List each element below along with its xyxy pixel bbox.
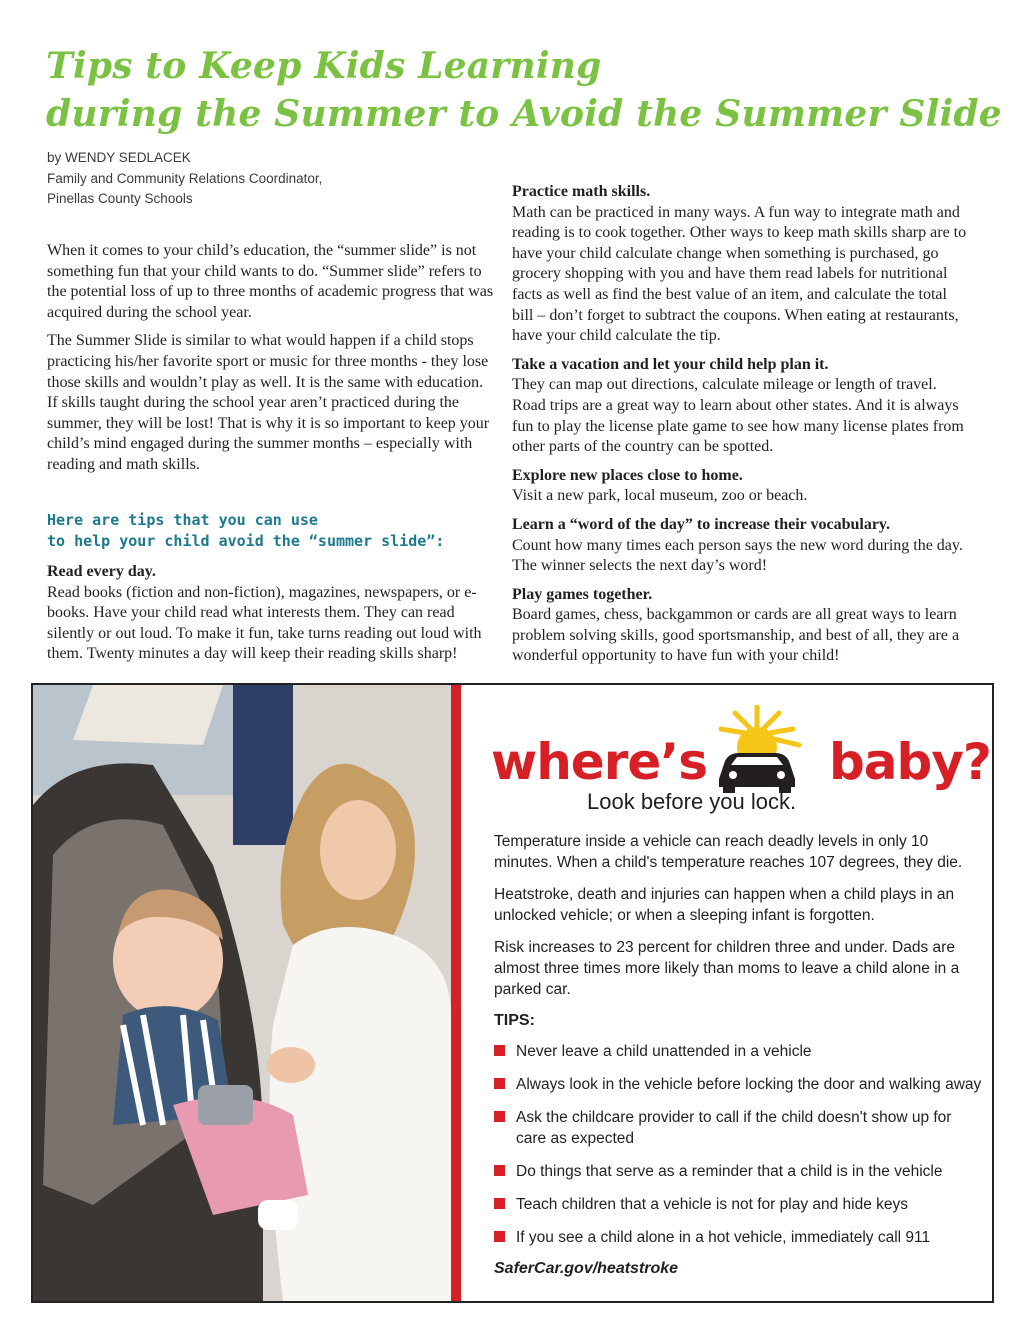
tip-heading: Read every day. <box>47 563 156 580</box>
red-bullet-icon <box>494 1045 505 1056</box>
tip-read-every-day <box>47 562 497 665</box>
intro-paragraph-1: When it comes to your child’s education, the “summer slide” is not something fun that your child wants to do. “Summer slide” refers to the potential loss of up to three months of academic progress that was acquired during the school year. <box>47 242 494 321</box>
tip-heading: Play games together. <box>512 585 653 603</box>
tip-body: Count how many times each person says the new word during the day. The winner selects the next day’s word! <box>512 536 963 575</box>
byline-org: Pinellas County Schools <box>47 191 193 206</box>
title-line-2: during the Summer to Avoid the Summer Slide <box>46 93 1002 135</box>
ad-tip-item <box>494 1161 984 1182</box>
tip-word-of-day <box>512 515 972 577</box>
tip-body: Read books (fiction and non-fiction), magazines, newspapers, or e-books. Have your child read what interests them. They can read silently or out loud. To make it fun, take turns reading out loud with them. Twenty minutes a day will keep their reading skills sharp! <box>47 583 482 663</box>
ad-tip-text: Ask the childcare provider to call if the child doesn't show up for care as expected <box>516 1109 952 1147</box>
ad-tips-list <box>494 1041 984 1260</box>
red-bullet-icon <box>494 1198 505 1209</box>
intro-paragraph-2: The Summer Slide is similar to what would happen if a child stops practicing his/her favorite sport or music for three months - they lose those skills and wouldn’t play as well. It is the same with education. If skills taught during the school year aren’t practiced during the summer, they will be lost! That is why it is so important to keep your child’s mind engaged during the summer months – especially with reading and math skills. <box>47 332 490 473</box>
tip-body: Math can be practiced in many ways. A fun way to integrate math and reading is to cook together. Other ways to keep math skills sharp are to have your child calculate change when something is purchased, go grocery shopping with you and have them read labels for nutritional facts as well as find the best value of an item, and calculate the total bill – don’t forget to subtract the coupons. When eating at restaurants, have your child calculate the tip. <box>512 203 967 345</box>
wheres-baby-logo <box>491 733 991 791</box>
logo-text-wheres: where’s <box>491 733 708 791</box>
ad-tip-item <box>494 1107 984 1149</box>
tip-vacation <box>512 355 972 458</box>
mother-baby-car-seat-photo <box>33 685 451 1301</box>
safercar-url: SaferCar.gov/heatstroke <box>494 1260 679 1277</box>
tip-heading: Explore new places close to home. <box>512 466 743 484</box>
car-sun-icon <box>707 705 807 797</box>
ad-tip-text: Do things that serve as a reminder that a child is in the vehicle <box>516 1163 943 1180</box>
red-bullet-icon <box>494 1231 505 1242</box>
tip-heading: Practice math skills. <box>512 183 651 200</box>
tips-heading-line-1: Here are tips that you can use <box>47 511 318 529</box>
tip-practice-math <box>512 182 972 347</box>
photo-illustration <box>33 685 451 1301</box>
ad-tip-item <box>494 1041 984 1062</box>
ad-tip-item <box>494 1227 984 1248</box>
ad-tagline: Look before you lock. <box>587 789 797 814</box>
tips-heading <box>47 510 497 552</box>
tip-body: They can map out directions, calculate mileage or length of travel. Road trips are a great way to learn about other states. And it is always fun to play the license plate game to see how many license plates from other parts of the country can be spotted. <box>512 376 964 456</box>
logo-text-baby: baby? <box>829 733 991 791</box>
tips-heading-line-2: to help your child avoid the “summer slide”: <box>47 532 445 550</box>
ad-tip-item <box>494 1074 984 1095</box>
byline-role: Family and Community Relations Coordinator, <box>47 170 323 186</box>
red-accent-bar <box>451 685 461 1301</box>
wheres-baby-ad <box>461 685 992 1301</box>
ad-tip-text: Teach children that a vehicle is not for play and hide keys <box>516 1196 909 1213</box>
tip-explore-places <box>512 466 972 507</box>
ad-tip-text: Never leave a child unattended in a vehicle <box>516 1043 812 1060</box>
byline <box>47 148 467 210</box>
tip-play-games <box>512 585 972 667</box>
tip-body: Board games, chess, backgammon or cards are all great ways to learn problem solving skills, good sportsmanship, and best of all, they are a wonderful opportunity to have fun with your child! <box>512 606 960 665</box>
red-bullet-icon <box>494 1078 505 1089</box>
byline-author: by WENDY SEDLACEK <box>47 150 191 165</box>
article-title <box>46 42 1006 138</box>
ad-paragraph-1: Temperature inside a vehicle can reach deadly levels in only 10 minutes. When a child's temperature reaches 107 degrees, they die. <box>494 833 963 871</box>
ad-paragraph-3: Risk increases to 23 percent for children three and under. Dads are almost three times more likely than moms to leave a child alone in a parked car. <box>494 939 960 998</box>
red-bullet-icon <box>494 1111 505 1122</box>
title-line-1: Tips to Keep Kids Learning <box>46 45 602 87</box>
ad-tips-label: TIPS: <box>494 1012 535 1029</box>
ad-tip-text: If you see a child alone in a hot vehicle, immediately call 911 <box>516 1229 931 1246</box>
ad-tip-item <box>494 1194 984 1215</box>
ad-tip-text: Always look in the vehicle before locking the door and walking away <box>516 1076 982 1093</box>
intro-column <box>47 241 497 484</box>
tip-heading: Learn a “word of the day” to increase their vocabulary. <box>512 515 891 533</box>
red-bullet-icon <box>494 1165 505 1176</box>
ad-paragraph-2: Heatstroke, death and injuries can happen when a child plays in an unlocked vehicle; or when a sleeping infant is forgotten. <box>494 886 955 924</box>
tips-column-right <box>512 182 972 675</box>
tip-body: Visit a new park, local museum, zoo or beach. <box>512 487 808 505</box>
heatstroke-ad-panel <box>31 683 994 1303</box>
tip-heading: Take a vacation and let your child help plan it. <box>512 355 829 373</box>
